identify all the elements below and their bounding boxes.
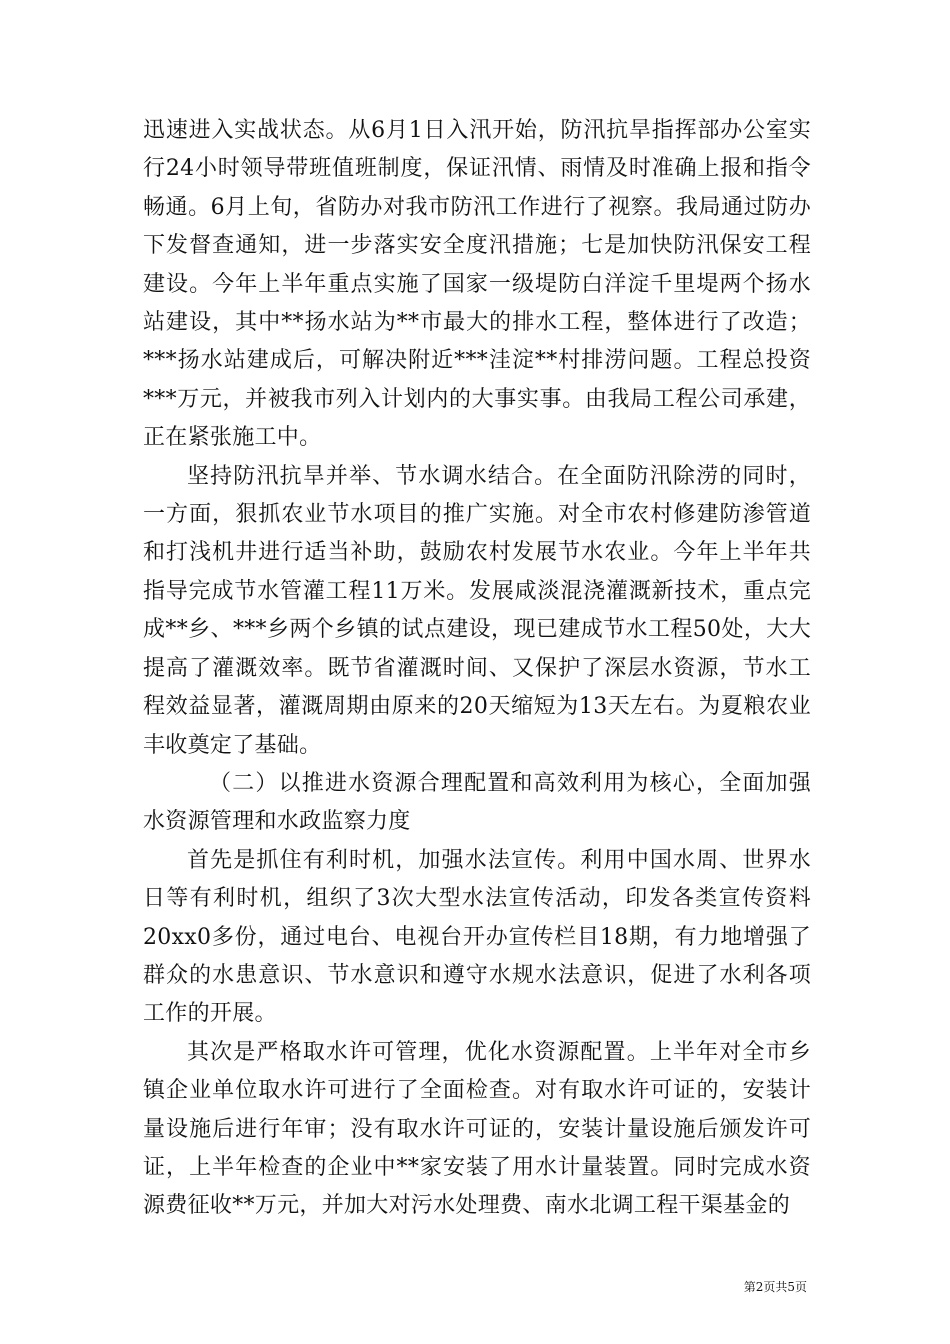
paragraph-water-law-publicity: 首先是抓住有利时机，加强水法宣传。利用中国水周、世界水日等有利时机，组织了3次大型水法宣传活动，印发各类宣传资料20xx0多份，通过电台、电视台开办宣传栏目18期，有力地增强了群众的水患意识、节水意识和遵守水规水法意识，促进了水利各项工作的开展。 bbox=[143, 847, 811, 1027]
paragraph-water-permit: 其次是严格取水许可管理，优化水资源配置。上半年对全市乡镇企业单位取水许可进行了全面检查。对有取水许可证的，安装计量设施后进行年审；没有取水许可证的，安装计量设施后颁发许可证，上半年检查的企业中**家安装了用水计量装置。同时完成水资源费征收**万元，并加大对污水处理费、南水北调工程干渠基金的 bbox=[143, 1039, 811, 1219]
document-body bbox=[143, 112, 811, 1226]
paragraph-flood-readiness: 迅速进入实战状态。从6月1日入汛开始，防汛抗旱指挥部办公室实行24小时领导带班值班制度，保证汛情、雨情及时准确上报和指令畅通。6月上旬，省防办对我市防汛工作进行了视察。我局通过防办下发督查通知，进一步落实安全度汛措施；七是加快防汛保安工程建设。今年上半年重点实施了国家一级堤防白洋淀千里堤两个扬水站建设，其中**扬水站为**市最大的排水工程，整体进行了改造；***扬水站建成后，可解决附近***洼淀**村排涝问题。工程总投资***万元，并被我市列入计划内的大事实事。由我局工程公司承建，正在紧张施工中。 bbox=[143, 118, 811, 451]
page-number-label: 第2页共5页 bbox=[743, 1280, 807, 1294]
page-number-footer bbox=[744, 1279, 807, 1295]
paragraph-water-saving: 坚持防汛抗旱并举、节水调水结合。在全面防汛除涝的同时，一方面，狠抓农业节水项目的推广实施。对全市农村修建防渗管道和打浅机井进行适当补助，鼓励农村发展节水农业。今年上半年共指导完成节水管灌工程11万米。发展咸淡混浇灌溉新技术，重点完成**乡、***乡两个乡镇的试点建设，现已建成节水工程50处，大大提高了灌溉效率。既节省灌溉时间、又保护了深层水资源，节水工程效益显著，灌溉周期由原来的20天缩短为13天左右。为夏粮农业丰收奠定了基础。 bbox=[143, 463, 811, 758]
section-heading-water-resources: （二）以推进水资源合理配置和高效利用为核心，全面加强水资源管理和水政监察力度 bbox=[143, 770, 811, 835]
